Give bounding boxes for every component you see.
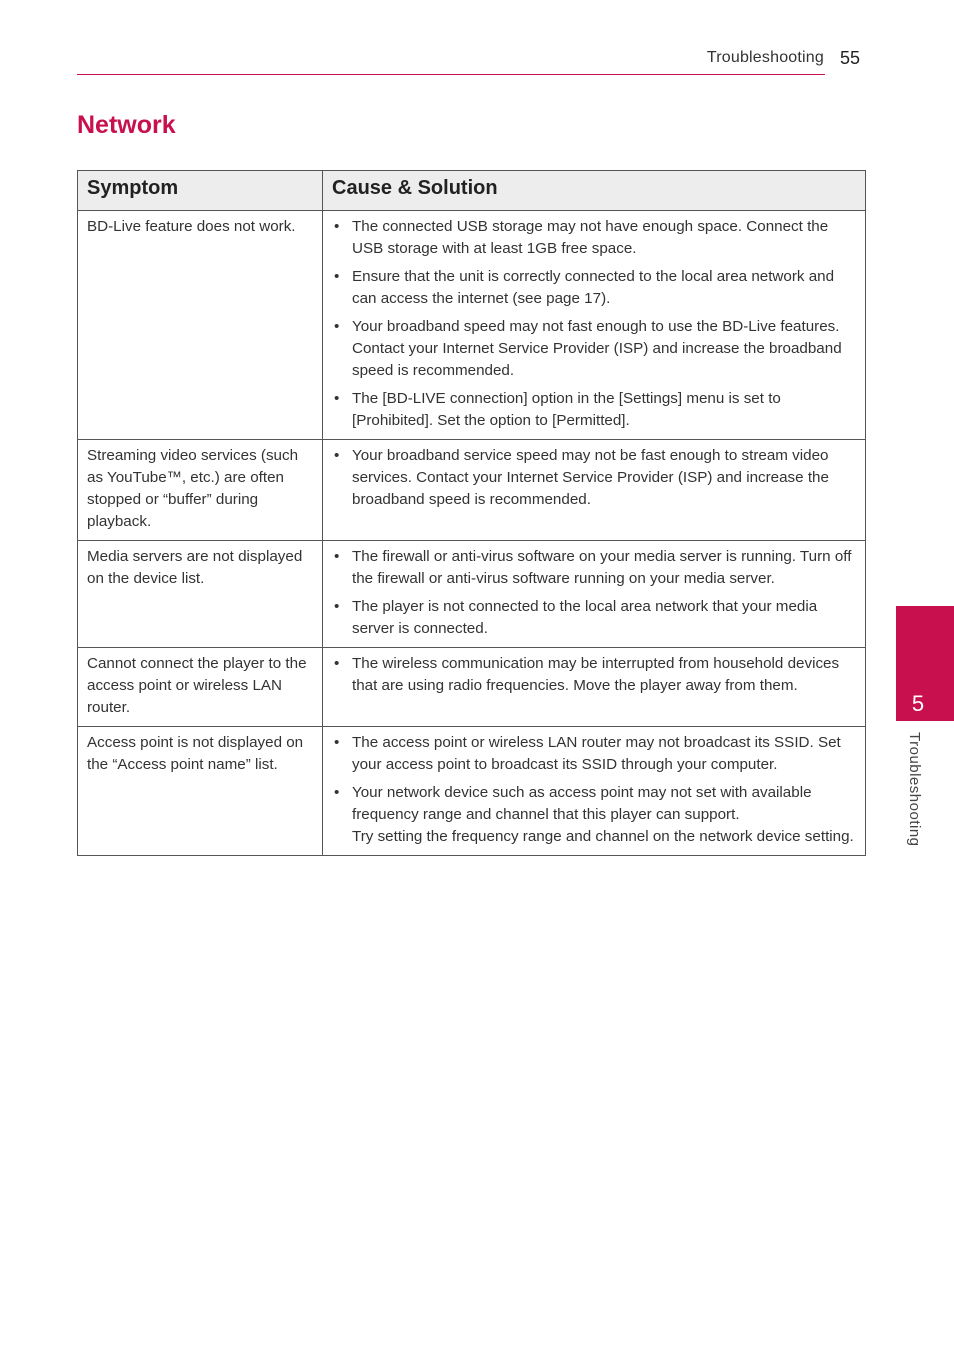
chapter-number: 5 xyxy=(911,691,925,716)
cause-list xyxy=(332,216,856,432)
cause-item: • The player is not connected to the local area network that your media server is connected. xyxy=(332,596,856,640)
cause-item: • The access point or wireless LAN router may not broadcast its SSID. Set your access point to broadcast its SSID through your computer. xyxy=(332,732,856,776)
cause-list xyxy=(332,653,856,697)
cause-cell xyxy=(323,648,866,727)
cause-list xyxy=(332,732,856,848)
cause-cell xyxy=(323,541,866,648)
cause-cell xyxy=(323,440,866,541)
cause-item: • The connected USB storage may not have enough space. Connect the USB storage with at least 1GB free space. xyxy=(332,216,856,260)
table-row xyxy=(78,440,866,541)
table-row xyxy=(78,727,866,856)
symptom-cell: Cannot connect the player to the access point or wireless LAN router. xyxy=(78,648,323,727)
symptom-cell: Media servers are not displayed on the device list. xyxy=(78,541,323,648)
column-header-cause-solution: Cause & Solution xyxy=(323,171,866,211)
troubleshooting-table xyxy=(77,170,866,856)
table-row xyxy=(78,541,866,648)
cause-item: • The wireless communication may be interrupted from household devices that are using radio frequencies. Move the player away from them. xyxy=(332,653,856,697)
header-section-title: Troubleshooting xyxy=(706,49,824,66)
cause-item: • The firewall or anti-virus software on your media server is running. Turn off the firewall or anti-virus software running on your media server. xyxy=(332,546,856,590)
cause-list xyxy=(332,546,856,640)
cause-item: • Your broadband speed may not fast enough to use the BD-Live features. Contact your Internet Service Provider (ISP) and increase the broadband speed is recommended. xyxy=(332,316,856,382)
page-number: 55 xyxy=(840,48,861,68)
table-header-row xyxy=(78,171,866,211)
column-header-symptom: Symptom xyxy=(78,171,323,211)
cause-item: • Your broadband service speed may not be fast enough to stream video services. Contact your Internet Service Provider (ISP) and increase the broadband speed is recommended. xyxy=(332,445,856,511)
symptom-cell: BD-Live feature does not work. xyxy=(78,211,323,440)
cause-item: • Your network device such as access point may not set with available frequency range and channel that this player can support. Try setting the frequency range and channel on the network device setting. xyxy=(332,782,856,848)
cause-cell xyxy=(323,727,866,856)
cause-cell xyxy=(323,211,866,440)
table-row xyxy=(78,648,866,727)
chapter-label: Troubleshooting xyxy=(906,732,923,847)
chapter-tab xyxy=(896,606,954,721)
symptom-cell: Streaming video services (such as YouTube™, etc.) are often stopped or “buffer” during playback. xyxy=(78,440,323,541)
section-title: Network xyxy=(77,111,176,139)
symptom-cell: Access point is not displayed on the “Access point name” list. xyxy=(78,727,323,856)
cause-item: • Ensure that the unit is correctly connected to the local area network and can access the internet (see page 17). xyxy=(332,266,856,310)
table-row xyxy=(78,211,866,440)
header-divider xyxy=(77,74,825,75)
cause-list xyxy=(332,445,856,511)
cause-item: • The [BD-LIVE connection] option in the [Settings] menu is set to [Prohibited]. Set the option to [Permitted]. xyxy=(332,388,856,432)
page-header xyxy=(0,0,954,80)
